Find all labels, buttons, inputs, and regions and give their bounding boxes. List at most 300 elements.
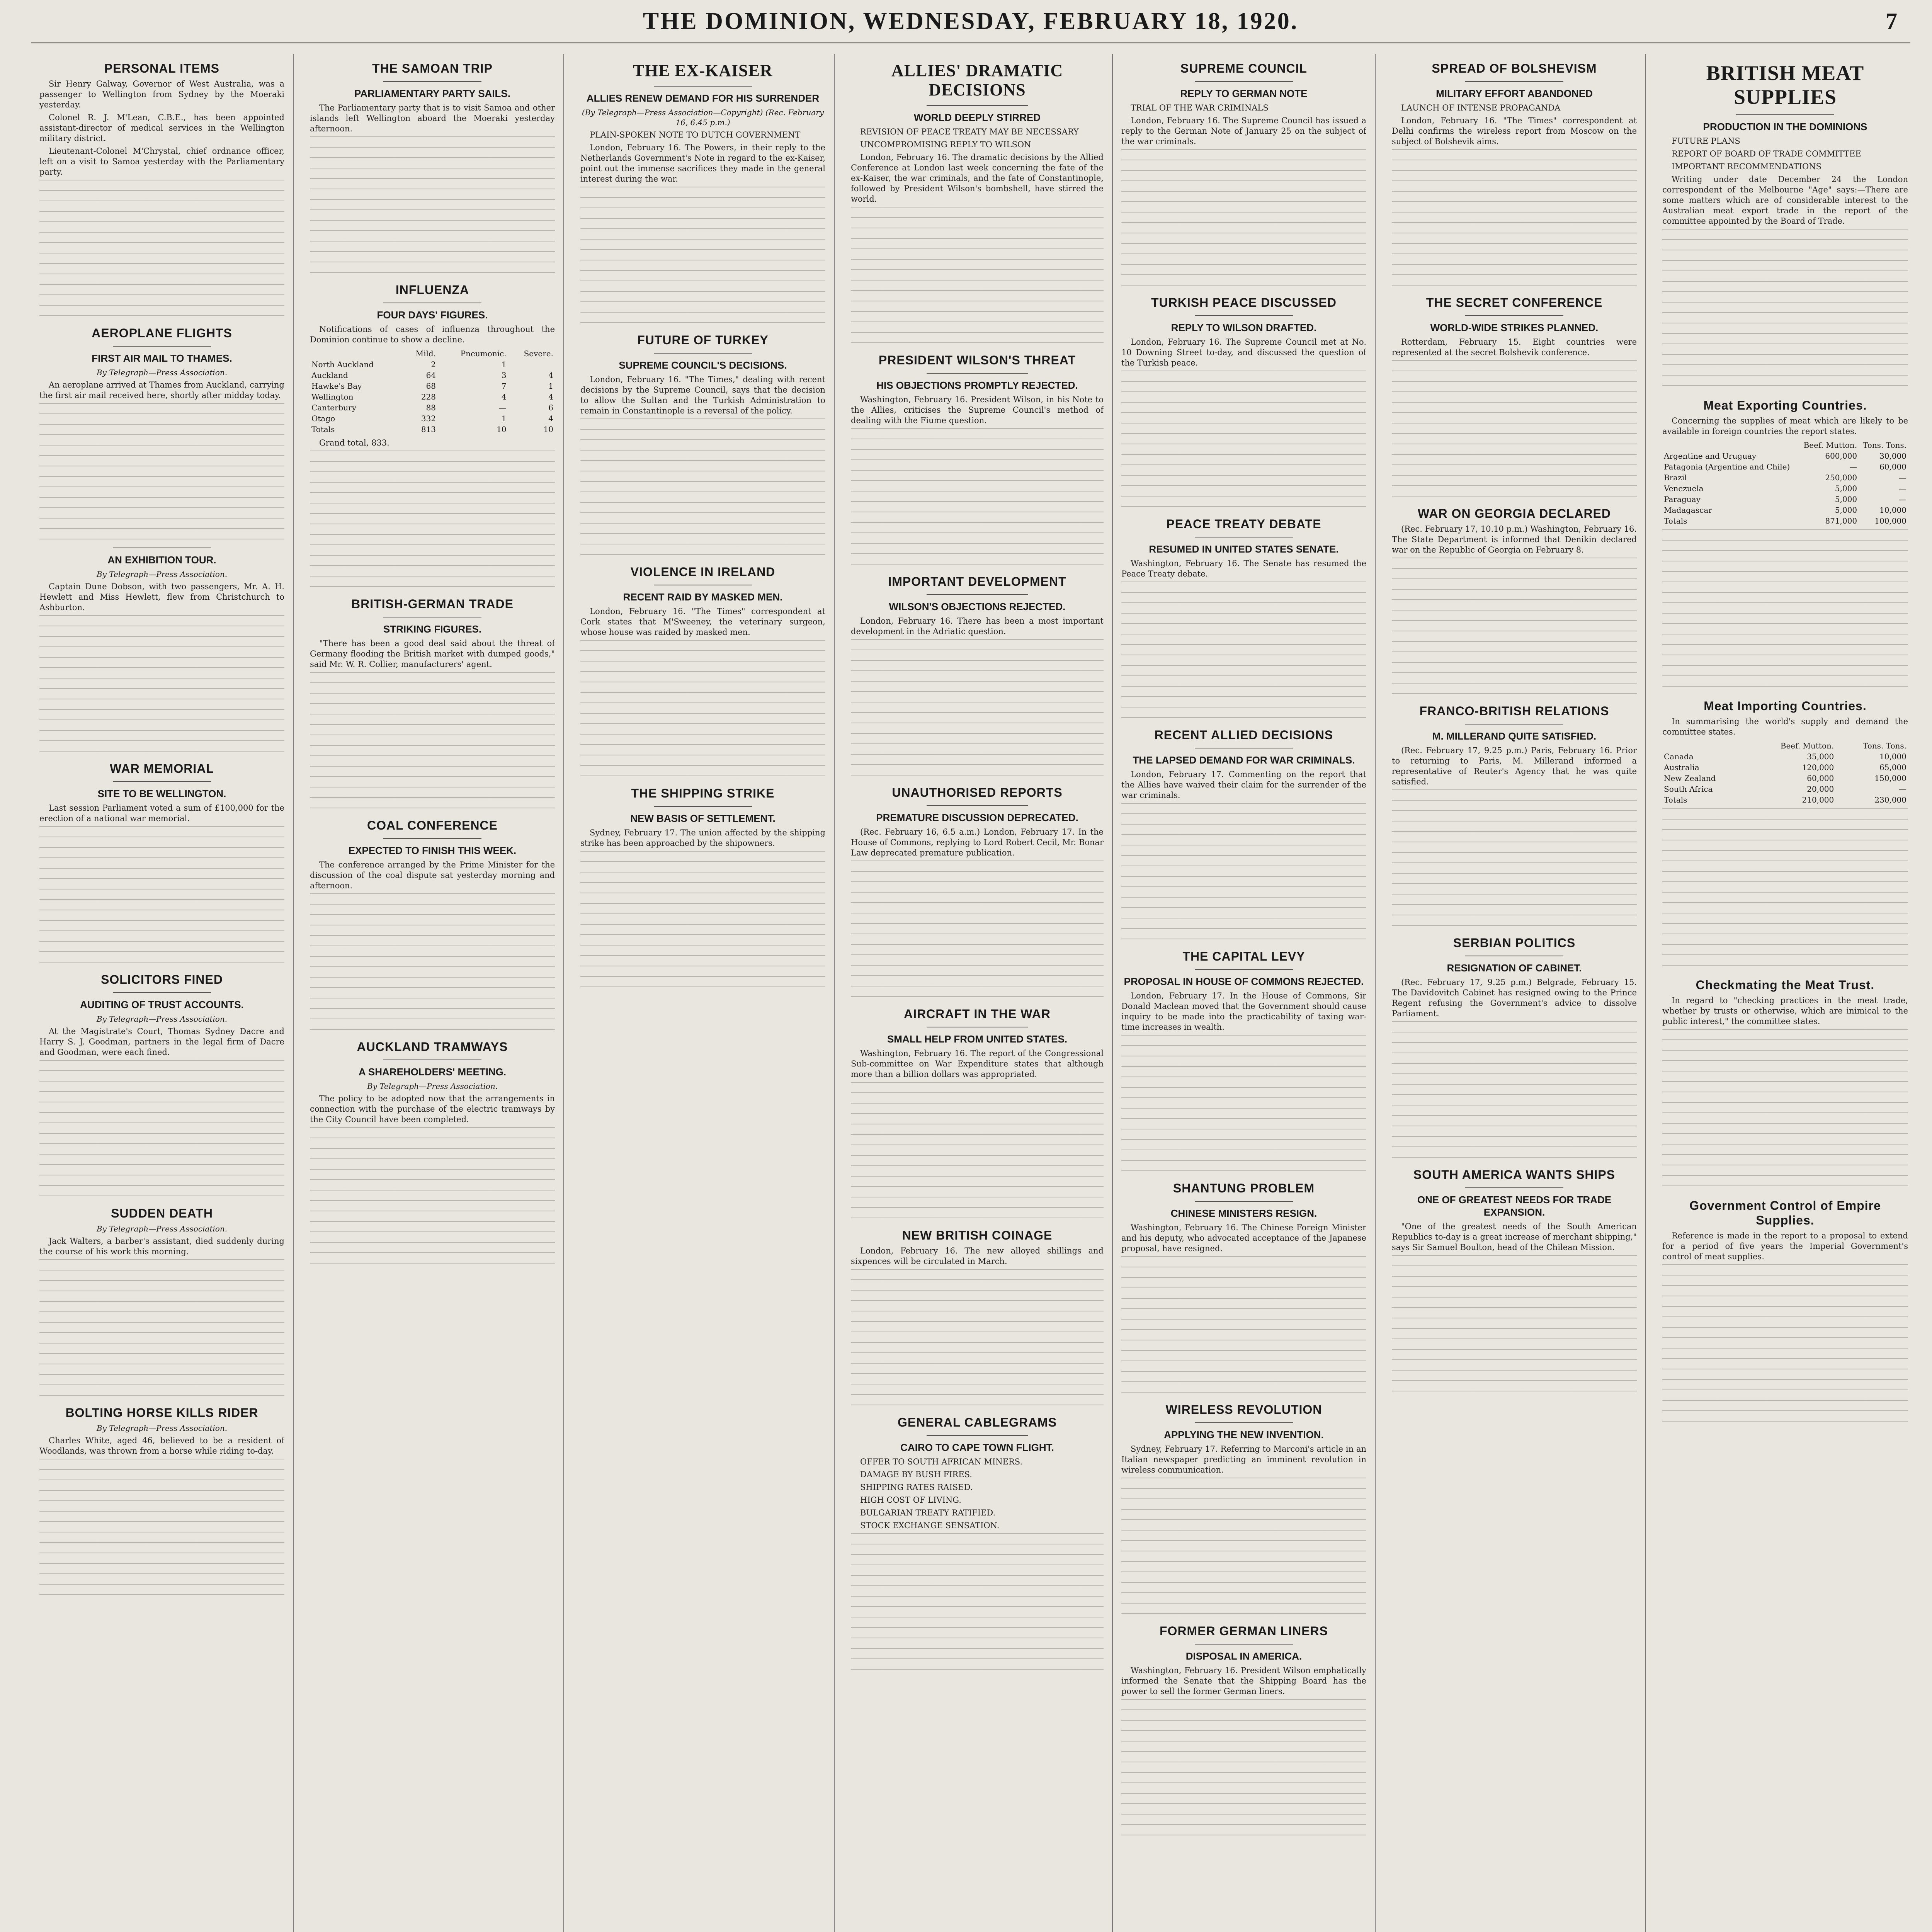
article-paragraph: SHIPPING RATES RAISED. bbox=[860, 1483, 973, 1492]
article bbox=[39, 965, 284, 1199]
table-cell bbox=[508, 359, 555, 370]
article-headline: WAR MEMORIAL bbox=[110, 762, 214, 776]
headline-rule bbox=[113, 781, 211, 782]
table-cell: — bbox=[1899, 473, 1906, 482]
article-text-lines bbox=[39, 403, 284, 542]
article-headline: Meat Importing Countries. bbox=[1704, 699, 1867, 713]
article-headline: WIRELESS REVOLUTION bbox=[1165, 1403, 1322, 1417]
table-cell: 6 bbox=[548, 403, 553, 412]
article bbox=[851, 1221, 1104, 1408]
article-paragraph: London, February 16. The new alloyed shillings and sixpences will be circulated in March. bbox=[851, 1246, 1104, 1266]
table-row bbox=[1662, 773, 1908, 784]
article bbox=[310, 54, 555, 276]
table-cell: 5,000 bbox=[1835, 505, 1857, 515]
headline-rule bbox=[654, 353, 752, 354]
article bbox=[1662, 391, 1908, 692]
article-text-lines bbox=[1662, 529, 1908, 692]
table-cell: Totals bbox=[1664, 795, 1687, 804]
table-row bbox=[310, 359, 555, 370]
article-text-lines bbox=[1662, 808, 1908, 971]
article bbox=[1121, 510, 1366, 721]
article-text-lines bbox=[1121, 1035, 1366, 1174]
article bbox=[580, 326, 825, 558]
article-headline: FUTURE OF TURKEY bbox=[637, 333, 769, 347]
table-cell: South Africa bbox=[1664, 784, 1713, 794]
article bbox=[1392, 697, 1637, 929]
table-cell: 332 bbox=[421, 414, 436, 423]
article-text-lines bbox=[310, 1127, 555, 1266]
table-cell: Hawke's Bay bbox=[311, 381, 362, 391]
article-subheadline: AN EXHIBITION TOUR. bbox=[107, 554, 216, 566]
article-paragraph: Colonel R. J. M'Lean, C.B.E., has been appointed assistant-director of medical services in the Wellington military district. bbox=[39, 113, 284, 143]
headline-rule bbox=[1195, 81, 1293, 82]
table-row bbox=[1662, 515, 1908, 526]
article-subheadline: CHINESE MINISTERS RESIGN. bbox=[1170, 1208, 1317, 1219]
headline-rule bbox=[654, 806, 752, 807]
article-headline: SPREAD OF BOLSHEVISM bbox=[1432, 61, 1597, 75]
article-paragraph: Rotterdam, February 15. Eight countries were represented at the secret Bolshevik conference. bbox=[1392, 337, 1637, 357]
article-paragraph: HIGH COST OF LIVING. bbox=[860, 1495, 961, 1505]
article-text-lines bbox=[1392, 1021, 1637, 1160]
table-row bbox=[310, 402, 555, 413]
article-subheadline: WILSON'S OBJECTIONS REJECTED. bbox=[889, 601, 1066, 612]
article bbox=[1121, 1174, 1366, 1395]
table-cell: 20,000 bbox=[1807, 784, 1834, 794]
table-row bbox=[310, 391, 555, 402]
table-header-row bbox=[1662, 740, 1908, 751]
article-text-lines bbox=[1392, 149, 1637, 288]
article bbox=[1121, 54, 1366, 288]
table-cell: 1 bbox=[548, 381, 553, 391]
article bbox=[39, 542, 284, 754]
article-text-lines bbox=[851, 207, 1104, 346]
article-text-lines bbox=[851, 1082, 1104, 1221]
table-row bbox=[1662, 505, 1908, 515]
table-row bbox=[1662, 472, 1908, 483]
table-cell: 150,000 bbox=[1874, 774, 1906, 783]
article-paragraph: London, February 16. The Supreme Council met at No. 10 Downing Street to-day, and discussed the question of the Turkish peace. bbox=[1121, 337, 1366, 367]
article-headline: SUDDEN DEATH bbox=[111, 1206, 213, 1220]
article-paragraph: London, February 17. In the House of Commons, Sir Donald Maclean moved that the Government should cause inquiry to be made into the practicability of taxing war-time increases in wealth. bbox=[1121, 991, 1366, 1032]
table-cell: Auckland bbox=[311, 371, 348, 380]
article-headline: SUPREME COUNCIL bbox=[1180, 61, 1307, 75]
article bbox=[1392, 929, 1637, 1160]
article-headline: SOUTH AMERICA WANTS SHIPS bbox=[1413, 1168, 1616, 1182]
article-text-lines bbox=[1121, 371, 1366, 510]
article-paragraph: TRIAL OF THE WAR CRIMINALS bbox=[1131, 103, 1269, 112]
article-paragraph: Washington, February 16. The Chinese Foreign Minister and his deputy, who advocated acceptance of the Japanese proposal, have resigned. bbox=[1121, 1223, 1366, 1253]
table-row bbox=[310, 381, 555, 391]
article-headline: THE EX-KAISER bbox=[633, 61, 773, 80]
article-headline: NEW BRITISH COINAGE bbox=[902, 1228, 1053, 1242]
article-paragraph: REPORT OF BOARD OF TRADE COMMITTEE bbox=[1672, 149, 1861, 158]
article-subheadline: AUDITING OF TRUST ACCOUNTS. bbox=[80, 999, 244, 1010]
article-paragraph: London, February 16. There has been a most important development in the Adriatic question. bbox=[851, 616, 1104, 636]
article-paragraph: Charles White, aged 46, believed to be a resident of Woodlands, was thrown from a horse while riding to-day. bbox=[39, 1436, 284, 1456]
article-text-lines bbox=[851, 1269, 1104, 1408]
table-cell: 60,000 bbox=[1807, 774, 1834, 783]
table-header-row bbox=[1662, 440, 1908, 451]
article-headline: AIRCRAFT IN THE WAR bbox=[904, 1007, 1051, 1021]
article-subheadline: NEW BASIS OF SETTLEMENT. bbox=[630, 813, 776, 824]
article-subheadline: SMALL HELP FROM UNITED STATES. bbox=[887, 1033, 1068, 1045]
article bbox=[310, 811, 555, 1032]
article-headline: Government Control of Empire Supplies. bbox=[1689, 1199, 1881, 1227]
article-paragraph: (Rec. February 17, 9.25 p.m.) Paris, February 16. Prior to returning to Paris, M. Millerand informed a representative of Reuter's Agency that he was quite satisfied. bbox=[1392, 746, 1637, 786]
table-cell: 10 bbox=[543, 425, 553, 434]
article-paragraph: In summarising the world's supply and demand the committee states. bbox=[1662, 717, 1908, 736]
article-credit: By Telegraph—Press Association. bbox=[96, 368, 228, 377]
table-header-cell bbox=[1662, 740, 1748, 751]
table-cell: 35,000 bbox=[1807, 752, 1834, 761]
article-paragraph: An aeroplane arrived at Thames from Auckland, carrying the first air mail received here, shortly after midday today. bbox=[39, 380, 284, 400]
article-paragraph: London, February 16. The Powers, in their reply to the Netherlands Government's Note in regard to the ex-Kaiser, point out the immense sacrifices they made in the general interest during the war. bbox=[580, 143, 825, 184]
table-cell: 5,000 bbox=[1835, 484, 1857, 493]
table-cell: Canterbury bbox=[311, 403, 357, 412]
table-cell: — bbox=[1849, 462, 1857, 471]
article-paragraph: Washington, February 16. President Wilson, in his Note to the Allies, criticises the Supreme Council's method of dealing with the Fiume question. bbox=[851, 395, 1104, 425]
article bbox=[1121, 288, 1366, 510]
article-paragraph: Sir Henry Galway, Governor of West Australia, was a passenger to Wellington from Sydney by the Moeraki yesterday. bbox=[39, 79, 284, 109]
table-cell: 210,000 bbox=[1802, 795, 1834, 804]
table-cell: 4 bbox=[548, 371, 553, 380]
article bbox=[1121, 1395, 1366, 1617]
article-subheadline: DISPOSAL IN AMERICA. bbox=[1185, 1650, 1302, 1662]
column-6 bbox=[1383, 54, 1646, 1932]
article-paragraph: (Rec. February 17, 10.10 p.m.) Washington, February 16. The State Department is informed that Denikin declared war on the Republic of Georgia on February 8. bbox=[1392, 524, 1637, 554]
article-subheadline: RECENT RAID BY MASKED MEN. bbox=[623, 591, 783, 603]
table-cell: 4 bbox=[548, 414, 553, 423]
article-text-lines bbox=[1662, 1029, 1908, 1191]
table-cell: 4 bbox=[548, 392, 553, 401]
article-subheadline: THE LAPSED DEMAND FOR WAR CRIMINALS. bbox=[1133, 754, 1355, 766]
headline-rule bbox=[927, 805, 1028, 806]
article-subheadline: APPLYING THE NEW INVENTION. bbox=[1164, 1429, 1324, 1440]
table-cell: 88 bbox=[426, 403, 436, 412]
table-cell: Canada bbox=[1664, 752, 1694, 761]
article-text-lines bbox=[851, 428, 1104, 567]
article-text-lines bbox=[310, 672, 555, 811]
article bbox=[580, 54, 825, 326]
article-subheadline: RESIGNATION OF CABINET. bbox=[1447, 962, 1582, 974]
article-paragraph: UNCOMPROMISING REPLY TO WILSON bbox=[860, 140, 1031, 149]
article-paragraph: Washington, February 16. President Wilson emphatically informed the Senate that the Shipping Board has the power to sell the former German liners. bbox=[1121, 1666, 1366, 1696]
article bbox=[851, 778, 1104, 1000]
article-paragraph: "One of the greatest needs of the South American Republics to-day is a great increase of merchant shipping," says Sir Samuel Boulton, head of the Chilean Mission. bbox=[1392, 1222, 1637, 1252]
article-credit: By Telegraph—Press Association. bbox=[96, 1014, 228, 1024]
article-headline: INFLUENZA bbox=[395, 283, 469, 297]
headline-rule bbox=[1195, 1422, 1293, 1423]
column-7 bbox=[1654, 54, 1917, 1932]
article-paragraph: The policy to be adopted now that the arrangements in connection with the purchase of the electric tramways by the City Council have been completed. bbox=[310, 1094, 555, 1124]
figures-table bbox=[1662, 740, 1908, 805]
article bbox=[39, 754, 284, 965]
article-subheadline: SUPREME COUNCIL'S DECISIONS. bbox=[619, 359, 787, 371]
article-headline: SERBIAN POLITICS bbox=[1453, 936, 1576, 950]
article-subheadline: MILITARY EFFORT ABANDONED bbox=[1436, 88, 1593, 99]
article-headline: WAR ON GEORGIA DECLARED bbox=[1417, 507, 1611, 520]
article bbox=[1121, 1617, 1366, 1838]
table-cell: 230,000 bbox=[1874, 795, 1906, 804]
article-text-lines bbox=[1121, 1478, 1366, 1617]
article-credit: By Telegraph—Press Association. bbox=[96, 1423, 228, 1433]
article bbox=[1121, 942, 1366, 1174]
table-cell: Venezuela bbox=[1664, 484, 1704, 493]
article bbox=[310, 590, 555, 811]
article-headline: UNAUTHORISED REPORTS bbox=[892, 786, 1063, 799]
article bbox=[1662, 971, 1908, 1191]
table-header-cell: Tons. Tons. bbox=[1862, 741, 1906, 750]
article bbox=[851, 346, 1104, 567]
article-paragraph: OFFER TO SOUTH AFRICAN MINERS. bbox=[860, 1457, 1023, 1466]
article-subheadline: PREMATURE DISCUSSION DEPRECATED. bbox=[876, 812, 1078, 823]
article bbox=[580, 558, 825, 779]
article-paragraph: London, February 16. "The Times" correspondent at Delhi confirms the wireless report from Moscow on the subject of Bolshevik aims. bbox=[1392, 116, 1637, 146]
article-headline: Meat Exporting Countries. bbox=[1703, 398, 1867, 412]
article-credit: By Telegraph—Press Association. bbox=[367, 1082, 498, 1091]
headline-rule bbox=[383, 838, 481, 839]
table-cell: 7 bbox=[501, 381, 507, 391]
article-headline: BRITISH-GERMAN TRADE bbox=[351, 597, 514, 611]
table-cell: — bbox=[498, 403, 507, 412]
table-cell: 813 bbox=[421, 425, 436, 434]
article-paragraph: REVISION OF PEACE TREATY MAY BE NECESSARY bbox=[860, 127, 1079, 136]
column-5 bbox=[1113, 54, 1376, 1932]
article-text-lines bbox=[39, 615, 284, 754]
article-paragraph: At the Magistrate's Court, Thomas Sydney Dacre and Harry S. J. Goodman, partners in the legal firm of Dacre and Goodman, were each fined. bbox=[39, 1027, 284, 1057]
article bbox=[1392, 1160, 1637, 1394]
article-text-lines bbox=[310, 893, 555, 1032]
column-3 bbox=[572, 54, 835, 1932]
article-text-lines bbox=[1121, 582, 1366, 721]
article-headline: COAL CONFERENCE bbox=[367, 818, 498, 832]
article-paragraph: London, February 16. "The Times" correspondent at Cork states that M'Sweeney, the veterinary surgeon, whose house was raided by masked men. bbox=[580, 607, 825, 637]
table-row bbox=[1662, 794, 1908, 805]
table-cell: 600,000 bbox=[1825, 451, 1857, 461]
article-headline: IMPORTANT DEVELOPMENT bbox=[888, 575, 1066, 588]
article bbox=[39, 1199, 284, 1398]
table-header-row bbox=[310, 348, 555, 359]
article-headline: AEROPLANE FLIGHTS bbox=[92, 326, 232, 340]
table-cell: New Zealand bbox=[1664, 774, 1716, 783]
article-headline: FORMER GERMAN LINERS bbox=[1160, 1624, 1328, 1638]
headline-rule bbox=[1736, 114, 1834, 115]
masthead-title: THE DOMINION, WEDNESDAY, FEBRUARY 18, 1920. bbox=[643, 8, 1299, 34]
article-credit: (By Telegraph—Press Association—Copyright) (Rec. February 16, 6.45 p.m.) bbox=[582, 108, 824, 127]
page-number: 7 bbox=[1886, 9, 1899, 34]
article-headline: PRESIDENT WILSON'S THREAT bbox=[878, 353, 1076, 367]
table-cell: 30,000 bbox=[1879, 451, 1906, 461]
article bbox=[851, 1408, 1104, 1672]
article-text-lines bbox=[39, 1060, 284, 1199]
headline-rule bbox=[1195, 1201, 1293, 1202]
article-paragraph: IMPORTANT RECOMMENDATIONS bbox=[1672, 162, 1821, 171]
article-headline: THE SAMOAN TRIP bbox=[372, 61, 493, 75]
table-header-cell bbox=[310, 348, 404, 359]
table-row bbox=[310, 424, 555, 435]
article bbox=[851, 1000, 1104, 1221]
article-subheadline: HIS OBJECTIONS PROMPTLY REJECTED. bbox=[876, 379, 1078, 391]
column-1 bbox=[31, 54, 294, 1932]
article-paragraph: Writing under date December 24 the London correspondent of the Melbourne "Age" says:—There are some matters which are of considerable interest to the Australian meat export trade in the report of the committee appointed by the Board of Trade. bbox=[1662, 175, 1908, 226]
article-headline: AUCKLAND TRAMWAYS bbox=[357, 1040, 508, 1054]
article bbox=[1392, 54, 1637, 288]
table-cell: Paraguay bbox=[1664, 495, 1701, 504]
table-cell: 5,000 bbox=[1835, 495, 1857, 504]
article-headline: THE CAPITAL LEVY bbox=[1182, 949, 1305, 963]
article bbox=[39, 319, 284, 542]
article-subheadline: ONE OF GREATEST NEEDS FOR TRADE EXPANSION. bbox=[1417, 1194, 1612, 1218]
article-paragraph: FUTURE PLANS bbox=[1672, 136, 1740, 146]
figures-table bbox=[1662, 440, 1908, 526]
table-cell: Madagascar bbox=[1664, 505, 1712, 515]
article-paragraph: Sydney, February 17. The union affected by the shipping strike has been approached by the shipowners. bbox=[580, 828, 825, 848]
table-cell: 68 bbox=[426, 381, 436, 391]
table-cell: Australia bbox=[1664, 763, 1699, 772]
article-subheadline: A SHAREHOLDERS' MEETING. bbox=[358, 1066, 507, 1078]
headline-rule bbox=[927, 105, 1028, 106]
article bbox=[39, 54, 284, 319]
table-cell: 4 bbox=[501, 392, 507, 401]
headline-rule bbox=[1195, 969, 1293, 970]
table-header-cell: Pneumonic. bbox=[460, 349, 507, 358]
article-credit: By Telegraph—Press Association. bbox=[96, 1224, 228, 1233]
article-paragraph: Reference is made in the report to a proposal to extend for a period of five years the Imperial Government's control of meat supplies. bbox=[1662, 1231, 1908, 1261]
table-row bbox=[310, 370, 555, 381]
table-cell: 10,000 bbox=[1879, 752, 1906, 761]
article-subheadline: WORLD-WIDE STRIKES PLANNED. bbox=[1430, 322, 1599, 333]
table-cell: Wellington bbox=[311, 392, 354, 401]
table-cell: 100,000 bbox=[1874, 516, 1906, 526]
table-header-cell: Mild. bbox=[415, 349, 436, 358]
table-cell: 120,000 bbox=[1802, 763, 1834, 772]
article-subheadline: EXPECTED TO FINISH THIS WEEK. bbox=[348, 845, 517, 856]
table-cell: Totals bbox=[1664, 516, 1687, 526]
table-row bbox=[310, 413, 555, 424]
article bbox=[310, 1032, 555, 1266]
article-paragraph: Captain Dune Dobson, with two passengers, Mr. A. H. Hewlett and Miss Hewlett, flew from Christchurch to Ashburton. bbox=[39, 582, 284, 612]
article-paragraph: Sydney, February 17. Referring to Marconi's article in an Italian newspaper predicting an imminent revolution in wireless communication. bbox=[1121, 1444, 1366, 1475]
table-cell: 250,000 bbox=[1825, 473, 1857, 482]
table-cell: — bbox=[1899, 784, 1906, 794]
headline-rule bbox=[927, 1435, 1028, 1436]
article-paragraph: (Rec. February 16, 6.5 a.m.) London, February 17. In the House of Commons, replying to Lord Robert Cecil, Mr. Bonar Law deprecated premature publication. bbox=[851, 827, 1104, 857]
masthead bbox=[31, 0, 1910, 44]
headline-rule bbox=[113, 992, 211, 993]
article-paragraph: In regard to "checking practices in the meat trade, whether by trusts or otherwise, which are inimical to the public interest," the committee states. bbox=[1662, 996, 1908, 1026]
article-headline: VIOLENCE IN IRELAND bbox=[630, 565, 776, 579]
article-headline: GENERAL CABLEGRAMS bbox=[897, 1415, 1057, 1429]
article-text-lines bbox=[39, 826, 284, 965]
article-paragraph: "There has been a good deal said about the threat of Germany flooding the British market with dumped goods," said Mr. W. R. Collier, manufacturers' agent. bbox=[310, 639, 555, 669]
table-cell: Brazil bbox=[1664, 473, 1687, 482]
table-row bbox=[1662, 461, 1908, 472]
article-headline: SHANTUNG PROBLEM bbox=[1173, 1181, 1315, 1195]
article-subheadline: PRODUCTION IN THE DOMINIONS bbox=[1703, 121, 1867, 133]
figures-table bbox=[310, 348, 555, 435]
headline-rule bbox=[927, 594, 1028, 595]
table-header-cell bbox=[1662, 440, 1799, 451]
headline-rule bbox=[1195, 315, 1293, 316]
article-subheadline: RESUMED IN UNITED STATES SENATE. bbox=[1149, 543, 1339, 555]
article-headline: TURKISH PEACE DISCUSSED bbox=[1151, 296, 1337, 310]
article-subheadline: FIRST AIR MAIL TO THAMES. bbox=[92, 352, 232, 364]
table-row bbox=[1662, 483, 1908, 494]
headline-rule bbox=[1465, 81, 1563, 82]
table-cell: Otago bbox=[311, 414, 335, 423]
article-paragraph: London, February 16. "The Times," dealing with recent decisions by the Supreme Council, says that the decision to allow the Sultan and the Turkish Administration to remain in Constantinople is a reversal of the policy. bbox=[580, 375, 825, 415]
table-cell: 10,000 bbox=[1879, 505, 1906, 515]
article-text-lines bbox=[851, 639, 1104, 778]
article-subheadline: FOUR DAYS' FIGURES. bbox=[377, 309, 488, 321]
article bbox=[851, 567, 1104, 778]
table-cell: 871,000 bbox=[1825, 516, 1857, 526]
article-headline: BRITISH MEAT SUPPLIES bbox=[1706, 61, 1864, 109]
article-paragraph: The conference arranged by the Prime Minister for the discussion of the coal dispute sat yesterday morning and afternoon. bbox=[310, 860, 555, 890]
table-cell: 228 bbox=[421, 392, 436, 401]
article-paragraph: Notifications of cases of influenza throughout the Dominion continue to show a decline. bbox=[310, 325, 555, 344]
article-headline: THE SECRET CONFERENCE bbox=[1426, 296, 1603, 310]
table-row bbox=[1662, 494, 1908, 505]
article bbox=[1392, 288, 1637, 499]
article bbox=[1121, 721, 1366, 942]
article-text-lines bbox=[851, 861, 1104, 1000]
article-subheadline: WORLD DEEPLY STIRRED bbox=[914, 112, 1041, 123]
article-paragraph: Washington, February 16. The report of the Congressional Sub-committee on War Expenditure states that although more than a billion dollars was appropriated. bbox=[851, 1049, 1104, 1079]
article-paragraph: (Rec. February 17, 9.25 p.m.) Belgrade, February 15. The Davidovitch Cabinet has resigned owing to the Prince Regent refusing the Government's advice to dissolve Parliament. bbox=[1392, 978, 1637, 1018]
article-text-lines bbox=[39, 1459, 284, 1598]
table-cell: — bbox=[1899, 495, 1906, 504]
article-text-lines bbox=[39, 1259, 284, 1398]
article-credit: By Telegraph—Press Association. bbox=[96, 570, 228, 579]
article-paragraph: Washington, February 16. The Senate has resumed the Peace Treaty debate. bbox=[1121, 559, 1366, 578]
article-headline: PEACE TREATY DEBATE bbox=[1166, 517, 1321, 531]
headline-rule bbox=[1195, 1644, 1293, 1645]
article-headline: SOLICITORS FINED bbox=[101, 973, 223, 986]
table-cell: 1 bbox=[501, 360, 507, 369]
headline-rule bbox=[383, 81, 481, 82]
article bbox=[580, 779, 825, 990]
table-header-cell: Tons. Tons. bbox=[1862, 440, 1906, 450]
article-text-lines bbox=[310, 136, 555, 276]
article-text-lines bbox=[580, 851, 825, 990]
table-header-cell: Beef. Mutton. bbox=[1803, 440, 1857, 450]
article bbox=[851, 54, 1104, 346]
table-cell: 1 bbox=[501, 414, 507, 423]
article-subheadline: ALLIES RENEW DEMAND FOR HIS SURRENDER bbox=[586, 92, 820, 104]
article-headline: BOLTING HORSE KILLS RIDER bbox=[65, 1406, 259, 1420]
article-text-lines bbox=[1392, 1255, 1637, 1394]
article bbox=[310, 276, 555, 590]
article-paragraph: STOCK EXCHANGE SENSATION. bbox=[860, 1521, 1000, 1530]
column-2 bbox=[301, 54, 564, 1932]
article-text-lines bbox=[39, 180, 284, 319]
article-paragraph: PLAIN-SPOKEN NOTE TO DUTCH GOVERNMENT bbox=[590, 130, 801, 139]
article-paragraph: Lieutenant-Colonel M'Chrystal, chief ordnance officer, left on a visit to Samoa yesterday with the Parliamentary party. bbox=[39, 146, 284, 177]
column-4 bbox=[842, 54, 1113, 1932]
article-paragraph: DAMAGE BY BUSH FIRES. bbox=[860, 1470, 972, 1479]
headline-rule bbox=[1465, 1187, 1563, 1188]
table-cell: 64 bbox=[426, 371, 436, 380]
article-subheadline: REPLY TO GERMAN NOTE bbox=[1180, 88, 1308, 99]
article-headline: RECENT ALLIED DECISIONS bbox=[1154, 728, 1333, 742]
article-headline: FRANCO-BRITISH RELATIONS bbox=[1419, 704, 1609, 718]
article-paragraph: London, February 17. Commenting on the report that the Allies have waived their claim for the surrender of the war criminals. bbox=[1121, 770, 1366, 800]
article bbox=[1662, 1191, 1908, 1427]
table-header-cell: Beef. Mutton. bbox=[1780, 741, 1834, 750]
article-subheadline: STRIKING FIGURES. bbox=[383, 623, 482, 635]
table-cell: 10 bbox=[497, 425, 507, 434]
